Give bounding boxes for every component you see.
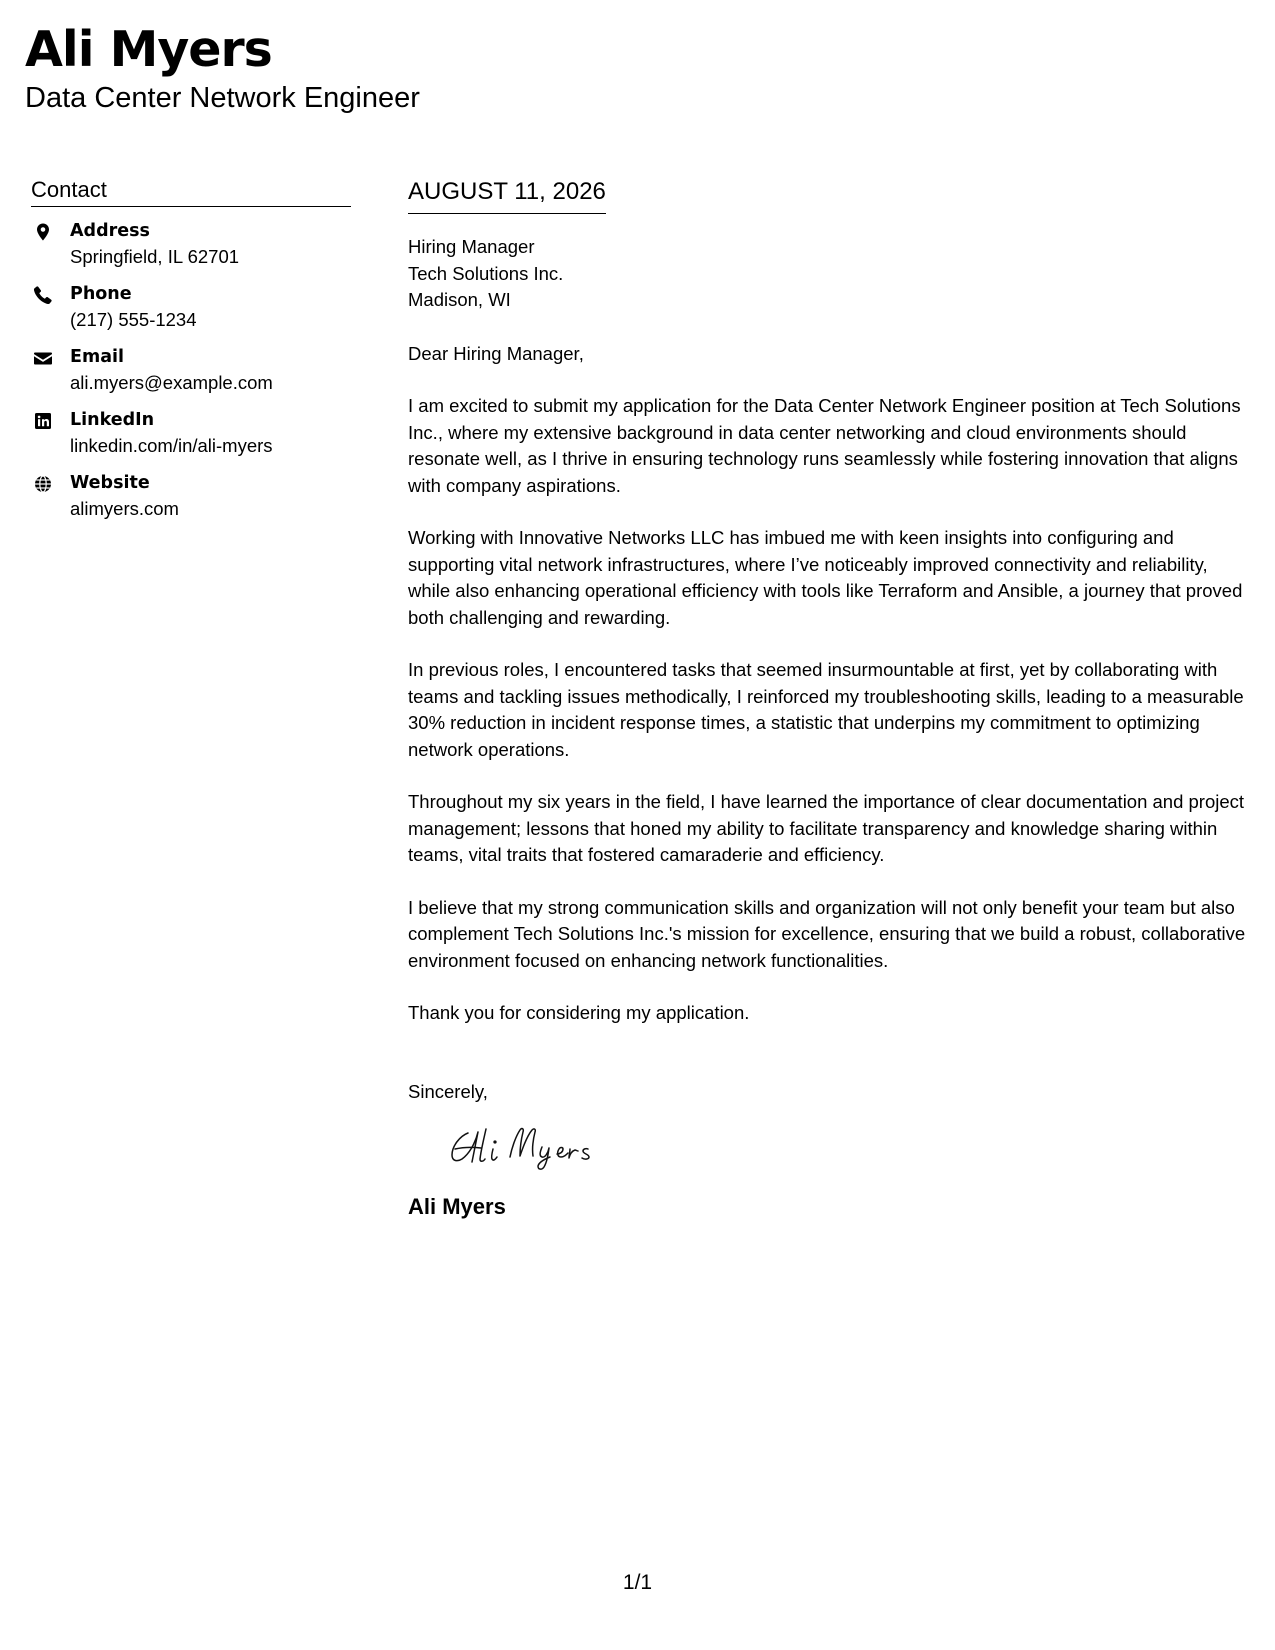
contact-label: Website	[70, 473, 150, 493]
contact-label: Email	[70, 347, 124, 367]
contact-item-address	[31, 219, 351, 282]
contact-item-email	[31, 345, 351, 408]
paragraph-4: Throughout my six years in the field, I have learned the importance of clear documentation and project management; lessons that honed my ability to facilitate transparency and knowledge sharing within teams, vital traits that fostered camaraderie and efficiency.	[408, 791, 1245, 865]
contact-label: LinkedIn	[70, 410, 155, 430]
contact-item-linkedin	[31, 408, 351, 471]
contact-heading: Contact	[31, 176, 351, 207]
address-value: Springfield, IL 62701	[70, 246, 240, 267]
recipient-block	[408, 234, 1248, 314]
salutation: Dear Hiring Manager,	[408, 342, 584, 364]
linkedin-value: linkedin.com/in/ali-myers	[70, 435, 273, 456]
page-number: 1/1	[622, 1571, 653, 1594]
contact-label: Address	[70, 221, 150, 241]
applicant-name: Ali Myers	[25, 21, 272, 78]
contact-list	[31, 219, 351, 534]
letter-date: AUGUST 11, 2026	[408, 176, 606, 214]
letter-body	[408, 176, 1248, 1221]
closing: Sincerely,	[408, 1080, 488, 1102]
phone-value: (217) 555-1234	[70, 309, 197, 330]
paragraph-3: In previous roles, I encountered tasks that seemed insurmountable at first, yet by collaborating with teams and tackling issues methodically, I reinforced my troubleshooting skills, leading to a measurable 30% reduction in incident response times, a statistic that underpins my commitment to optimizing network operations.	[408, 659, 1244, 760]
paragraph-6: Thank you for considering my application.	[408, 1002, 750, 1023]
recipient-company: Tech Solutions Inc.	[408, 262, 564, 284]
paragraph-1: I am excited to submit my application for the Data Center Network Engineer position at Tech Solutions Inc., where my extensive background in data center networking and cloud environments should resonate well, as I thrive in ensuring technology runs seamlessly while fostering innovation that aligns with company aspirations.	[408, 395, 1241, 496]
phone-icon	[33, 285, 53, 305]
website-value: alimyers.com	[70, 498, 179, 519]
contact-item-website	[31, 471, 351, 534]
paragraph-2: Working with Innovative Networks LLC has imbued me with keen insights into configuring and supporting vital network infrastructures, where I’ve noticeably improved connectivity and reliability, while also enhancing operational efficiency with tools like Terraform and Ansible, a journey that proved both challenging and rewarding.	[408, 527, 1243, 628]
paragraph-5: I believe that my strong communication skills and organization will not only benefit your team but also complement Tech Solutions Inc.'s mission for excellence, ensuring that we build a robust, collaborative environment focused on enhancing network functionalities.	[408, 896, 1246, 971]
contact-item-phone	[31, 282, 351, 345]
contact-label: Phone	[70, 284, 132, 304]
signer-name: Ali Myers	[408, 1194, 506, 1219]
recipient-name: Hiring Manager	[408, 236, 535, 257]
job-title: Data Center Network Engineer	[25, 82, 420, 114]
email-value: ali.myers@example.com	[70, 372, 273, 393]
contact-sidebar	[31, 176, 351, 534]
handwritten-signature	[446, 1123, 626, 1171]
recipient-location: Madison, WI	[408, 289, 511, 310]
envelope-icon	[33, 348, 53, 368]
globe-icon	[33, 474, 53, 494]
linkedin-icon	[33, 411, 53, 431]
map-pin-icon	[33, 222, 53, 242]
